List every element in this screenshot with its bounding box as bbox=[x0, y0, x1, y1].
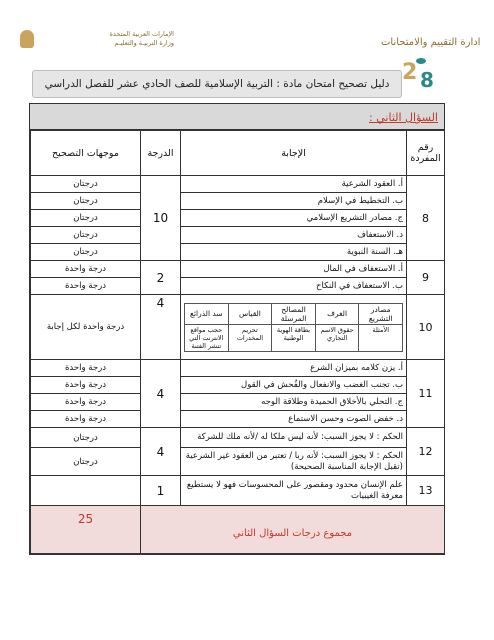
examples-cell bbox=[181, 295, 407, 360]
vision-2028-logo-icon: 2 8 bbox=[402, 60, 434, 92]
answer-cell: علم الإنسان محدود ومقصور على المحسوسات فهو لا يستطيع معرفة الغيبيات bbox=[181, 476, 407, 506]
sources-cell: حجب مواقع الانترنت التي تنشر الفتنة bbox=[185, 324, 229, 351]
col-item-no: رقم المفردة bbox=[407, 131, 445, 176]
table-row bbox=[31, 278, 445, 295]
table-row bbox=[31, 448, 445, 476]
answer-cell: أ. يزن كلامه بميزان الشرع bbox=[181, 360, 407, 377]
answer-cell: ج. مصادر التشريع الإسلامي bbox=[181, 210, 407, 227]
answer-cell: د. خفض الصوت وحسن الاستماع bbox=[181, 411, 407, 428]
sources-cell: تحريم المخدرات bbox=[228, 324, 272, 351]
table-header-row bbox=[31, 131, 445, 176]
note-cell: درجة واحدة bbox=[31, 261, 141, 278]
note-cell: درجة واحدة لكل إجابة bbox=[31, 295, 141, 360]
note-cell: درجة واحدة bbox=[31, 411, 141, 428]
section-title: السؤال الثاني : bbox=[369, 111, 438, 124]
grade-cell: 1 bbox=[141, 476, 181, 506]
table-row bbox=[31, 210, 445, 227]
note-cell: درجة واحدة bbox=[31, 360, 141, 377]
sources-table bbox=[184, 303, 403, 352]
grade-cell: 4 bbox=[141, 360, 181, 428]
table-row bbox=[31, 360, 445, 377]
table-row bbox=[31, 193, 445, 210]
answer-key-table bbox=[29, 103, 445, 555]
table-row bbox=[31, 411, 445, 428]
item-number: 9 bbox=[407, 261, 445, 295]
ministry-header bbox=[24, 30, 174, 48]
table-row bbox=[31, 377, 445, 394]
note-cell: درجتان bbox=[31, 210, 141, 227]
note-cell: درجتان bbox=[31, 176, 141, 193]
grade-cell: 4 bbox=[141, 428, 181, 476]
summary-total: 25 bbox=[31, 506, 141, 554]
answer-cell: د. الاستعفاف bbox=[181, 227, 407, 244]
sources-header: المصالح المرسلة bbox=[272, 303, 316, 324]
table-row bbox=[31, 295, 445, 360]
page-title: دليل تصحيح امتحان مادة : التربية الإسلامية للصف الحادي عشر للفصل الدراسي bbox=[32, 70, 402, 98]
answer-cell: هـ. السنة النبوية bbox=[181, 244, 407, 261]
answer-cell: أ. العقود الشرعية bbox=[181, 176, 407, 193]
sources-cell: حقوق الاسم التجاري bbox=[315, 324, 359, 351]
summary-row bbox=[31, 506, 445, 554]
table-row bbox=[31, 261, 445, 278]
sources-cell: بطاقة الهوية الوطنية bbox=[272, 324, 316, 351]
col-answer: الإجابة bbox=[181, 131, 407, 176]
department-name: ادارة التقييم والامتحانات bbox=[381, 37, 481, 48]
col-grade: الدرجة bbox=[141, 131, 181, 176]
note-cell: درجتان bbox=[31, 448, 141, 476]
answer-cell: أ. الاستعفاف في المال bbox=[181, 261, 407, 278]
answer-cell: ب. تجنب الغضب والانفعال والفُحش في القول bbox=[181, 377, 407, 394]
ministry-line-2: وزارة التربيـة والتعليـم bbox=[114, 39, 174, 47]
col-notes: موجهات التصحيح bbox=[31, 131, 141, 176]
grade-cell: 4 bbox=[141, 295, 181, 360]
grade-cell: 10 bbox=[141, 176, 181, 261]
answer-cell bbox=[181, 448, 407, 476]
table-row bbox=[31, 394, 445, 411]
sources-header: سد الذرائع bbox=[185, 303, 229, 324]
item-number: 13 bbox=[407, 476, 445, 506]
table-row bbox=[31, 176, 445, 193]
item-number: 12 bbox=[407, 428, 445, 476]
answer-cell: ب. الاستعفاف في النكاح bbox=[181, 278, 407, 295]
ministry-line-1: الإمارات العربية المتحدة bbox=[109, 30, 174, 38]
answer-cell: ب. التخطيط في الإسلام bbox=[181, 193, 407, 210]
item-number: 11 bbox=[407, 360, 445, 428]
note-cell: درجتان bbox=[31, 244, 141, 261]
item-number: 8 bbox=[407, 176, 445, 261]
table-row bbox=[31, 476, 445, 506]
note-cell: درجة واحدة bbox=[31, 394, 141, 411]
note-cell: درجتان bbox=[31, 428, 141, 448]
sources-header: القياس bbox=[228, 303, 272, 324]
note-cell bbox=[31, 476, 141, 506]
table-row bbox=[31, 227, 445, 244]
answer-cell: ج. التحلي بالأخلاق الحميدة وطلاقة الوجه bbox=[181, 394, 407, 411]
section-header bbox=[30, 104, 444, 130]
sources-header: الغرف bbox=[315, 303, 359, 324]
note-cell: درجة واحدة bbox=[31, 278, 141, 295]
summary-label: مجموع درجات السؤال الثاني bbox=[141, 506, 445, 554]
answer-cell: الحكم : لا يجوز السبب: لأنه ليس ملكا له /لأنه ملك للشركة bbox=[181, 428, 407, 448]
grade-cell: 2 bbox=[141, 261, 181, 295]
note-cell: درجتان bbox=[31, 193, 141, 210]
answer-note: (تقبل الإجابة المناسبة الصحيحة) bbox=[290, 461, 403, 472]
item-number: 10 bbox=[407, 295, 445, 360]
note-cell: درجتان bbox=[31, 227, 141, 244]
table-row bbox=[31, 428, 445, 448]
note-cell: درجة واحدة bbox=[31, 377, 141, 394]
answer-line: الحكم : لا يجوز السبب: لأنه ربا / تعتبر من العقود غير الشرعية bbox=[185, 451, 403, 462]
sources-header: مصادر التشريع bbox=[359, 303, 403, 324]
table-row bbox=[31, 244, 445, 261]
sources-cell: الأمثلة bbox=[359, 324, 403, 351]
